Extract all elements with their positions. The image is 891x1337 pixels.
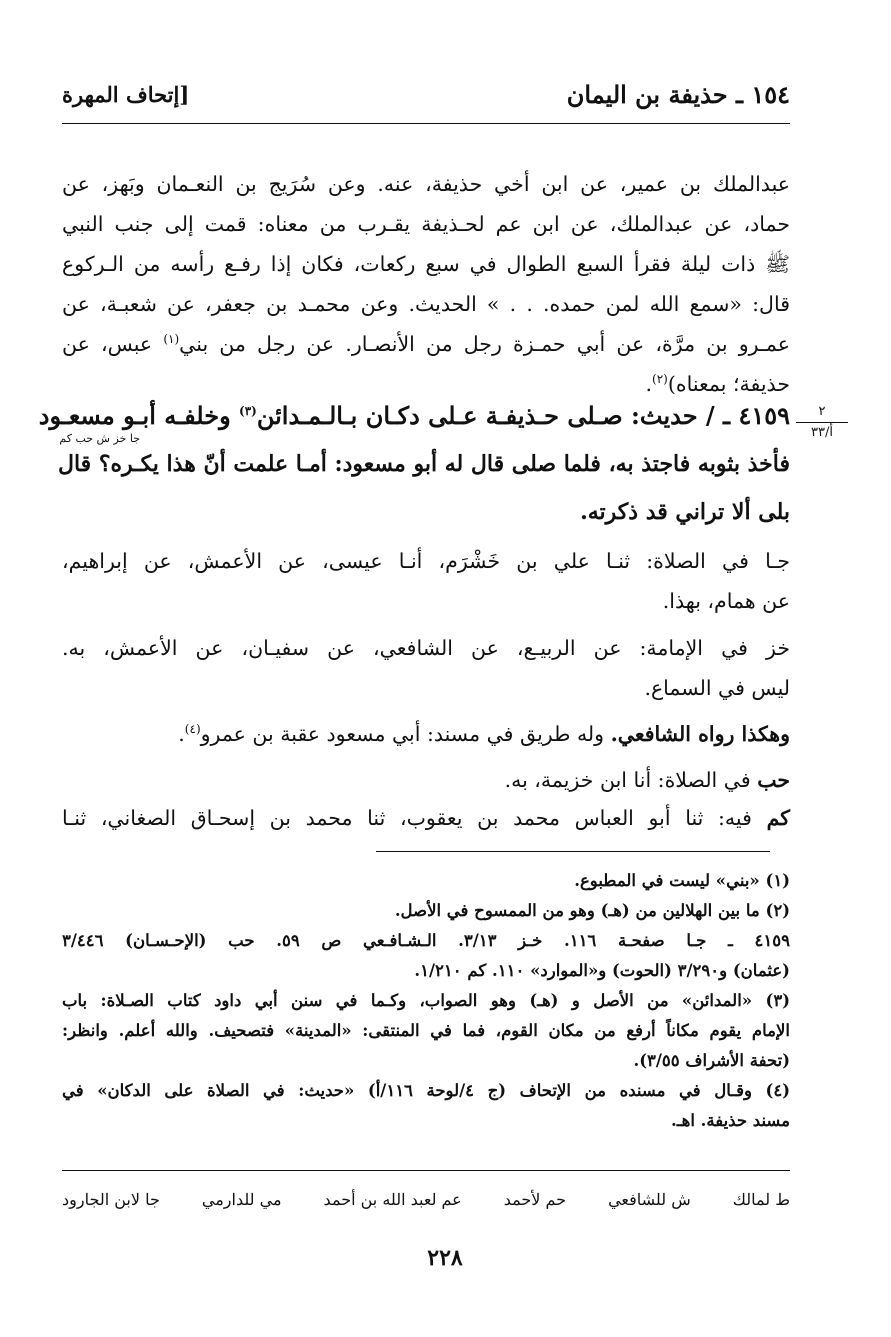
text-segment: وخلفـه أبـو مسعـود [38, 401, 240, 430]
footnote-1: (١) «بني» ليست في المطبوع. [574, 871, 790, 890]
footnotes [62, 866, 790, 1136]
legend-item: عم لعبد الله بن أحمد [323, 1190, 462, 1209]
text-segment: حذيفة؛ بمعناه) [667, 372, 790, 396]
footnote-ref[interactable]: (١) [163, 332, 180, 347]
folio-divider [796, 422, 848, 423]
footnote-ref[interactable]: (٤) [184, 722, 201, 737]
intro-paragraph [62, 164, 790, 404]
text-line: خز في الإمامة: عن الربيـع، عن الشافعي، عن سفيـان، عن الأعمش، به. [62, 636, 790, 660]
legend-divider [62, 1170, 790, 1171]
text-line: جـا في الصلاة: ثنـا علي بن خَشْرَم، أنـا عيسى، عن الأعمش، عن إبراهيم، [62, 549, 790, 573]
text-line: عن همام، بهذا. [662, 589, 790, 613]
legend-item: حم لأحمد [503, 1190, 567, 1209]
source-sigla: جا خز ش حب كم [59, 432, 140, 445]
folio-ref: أ/٣٣ [811, 425, 833, 440]
text-segment: عبس، عن [62, 332, 164, 356]
folio-number: ٢ [818, 404, 826, 419]
text-bold: وهكذا رواه الشافعي. [610, 722, 790, 746]
text-line: عبدالملك بن عمير، عن ابن أخي حذيفة، عنه. وعن سُرَيج بن النعـمان وبَهز، عن [62, 172, 790, 196]
legend-item: مي للدارمي [201, 1190, 282, 1209]
text-line [62, 760, 790, 800]
hadith-number: ٤١٥٩ [738, 401, 790, 430]
legend-item: ط لمالك [732, 1190, 790, 1209]
footnote-4: (٤) وقـال في مسنده من الإتحاف (ج ٤/لوحة ١١٦/أ) «حديث: في الصلاة على الدكان» في [62, 1081, 791, 1100]
text-line [62, 324, 790, 364]
footnote-ref[interactable]: (٣) [239, 404, 257, 418]
footnote-3-cont: الإمام يقوم مكاناً أرفع من مكان القوم، فما في المنتقى: «المدينة» فتصحيف. والله أعلم. وانظر: [62, 1021, 790, 1040]
text-segment: . [178, 722, 185, 746]
sigla-legend [62, 1186, 790, 1214]
text-segment: . [645, 372, 653, 396]
source-ja [62, 541, 790, 621]
text-line [62, 798, 790, 838]
text-line: حماد، عن عبدالملك، عن ابن عم لحـذيفة يقـرب من معناه: قمت إلى جنب النبي [62, 212, 790, 236]
footnote-ref[interactable]: (٢) [652, 372, 668, 387]
hadith-line: فأخذ بثوبه فاجتذ به، فلما صلى قال له أبو مسعود: أمـا علمت أنّ هذا يكـره؟ قال [57, 451, 790, 477]
text-line: ليس في السماع. [644, 676, 790, 700]
text-segment: عمـرو بن مرَّة، عن أبي حمـزة رجل من الأنصـار. عن رجل من بني [179, 332, 790, 356]
footnote-2: (٢) ما بين الهلالين من (هـ) وهو من الممسوح في الأصل. [394, 901, 790, 920]
page-header [62, 80, 790, 120]
hadith-line [38, 398, 790, 434]
source-km [62, 798, 790, 838]
footnote-divider [376, 851, 770, 852]
text-line: قال: «سمع الله لمن حمده. . . » الحديث. وعن محمـد بن جعفر، عن شعبـة، عن [62, 292, 790, 316]
source-hb [62, 760, 790, 800]
text-bold: كم [766, 806, 790, 830]
text-segment: ـ / حديث: صـلى حـذيفـة عـلى دكـان بـالـمـدائن [256, 401, 739, 430]
footnote-3-cont: (تحفة الأشراف ٣/٥٥). [633, 1051, 790, 1070]
hadith-line: بلى ألا تراني قد ذكرته. [580, 499, 790, 525]
text-segment: في الصلاة: أنا ابن خزيمة، به. [504, 768, 758, 792]
header-divider [62, 123, 790, 124]
footnote-3: (٣) «المدائن» من الأصل و (هـ) وهو الصواب، وكـما في سنن أبي داود كتاب الصـلاة: باب [62, 991, 790, 1010]
legend-item: جا لابن الجارود [62, 1190, 160, 1209]
text-line: ﷺ ذات ليلة فقرأ السبع الطوال في سبع ركعات، فكان إذا رفـع رأسه من الـركوع [62, 252, 790, 276]
text-segment: فيه: ثنا أبو العباس محمد بن يعقوب، ثنا محمد بن إسحـاق الصغاني، ثنـا [62, 806, 767, 830]
text-line [62, 714, 790, 754]
source-shafii [62, 714, 790, 754]
page-number: ٢٢٨ [427, 1245, 463, 1271]
hadith-entry [38, 398, 790, 530]
manuscript-folio-note [790, 404, 854, 441]
source-khz [62, 628, 790, 708]
chapter-title: ١٥٤ ـ حذيفة بن اليمان [566, 80, 790, 109]
text-segment: وله طريق في مسند: أبي مسعود عقبة بن عمرو [200, 722, 611, 746]
book-title: [إتحاف المهرة [62, 82, 190, 107]
footnote-4159: ٤١٥٩ ـ جـا صفحـة ١١٦. خـز ٣/١٣. الـشـافـعي ص ٥٩. حب (الإحـسـان) ٣/٤٤٦ [62, 931, 790, 950]
footnote-4-cont: مسند حذيفة. اهـ. [671, 1111, 790, 1130]
legend-item: ش للشافعي [608, 1190, 691, 1209]
text-bold: حب [757, 768, 790, 792]
footnote-4159-cont: (عثمان) و٣/٢٩٠ (الحوت) و«الموارد» ١١٠. كم ١/٢١٠. [414, 961, 790, 980]
